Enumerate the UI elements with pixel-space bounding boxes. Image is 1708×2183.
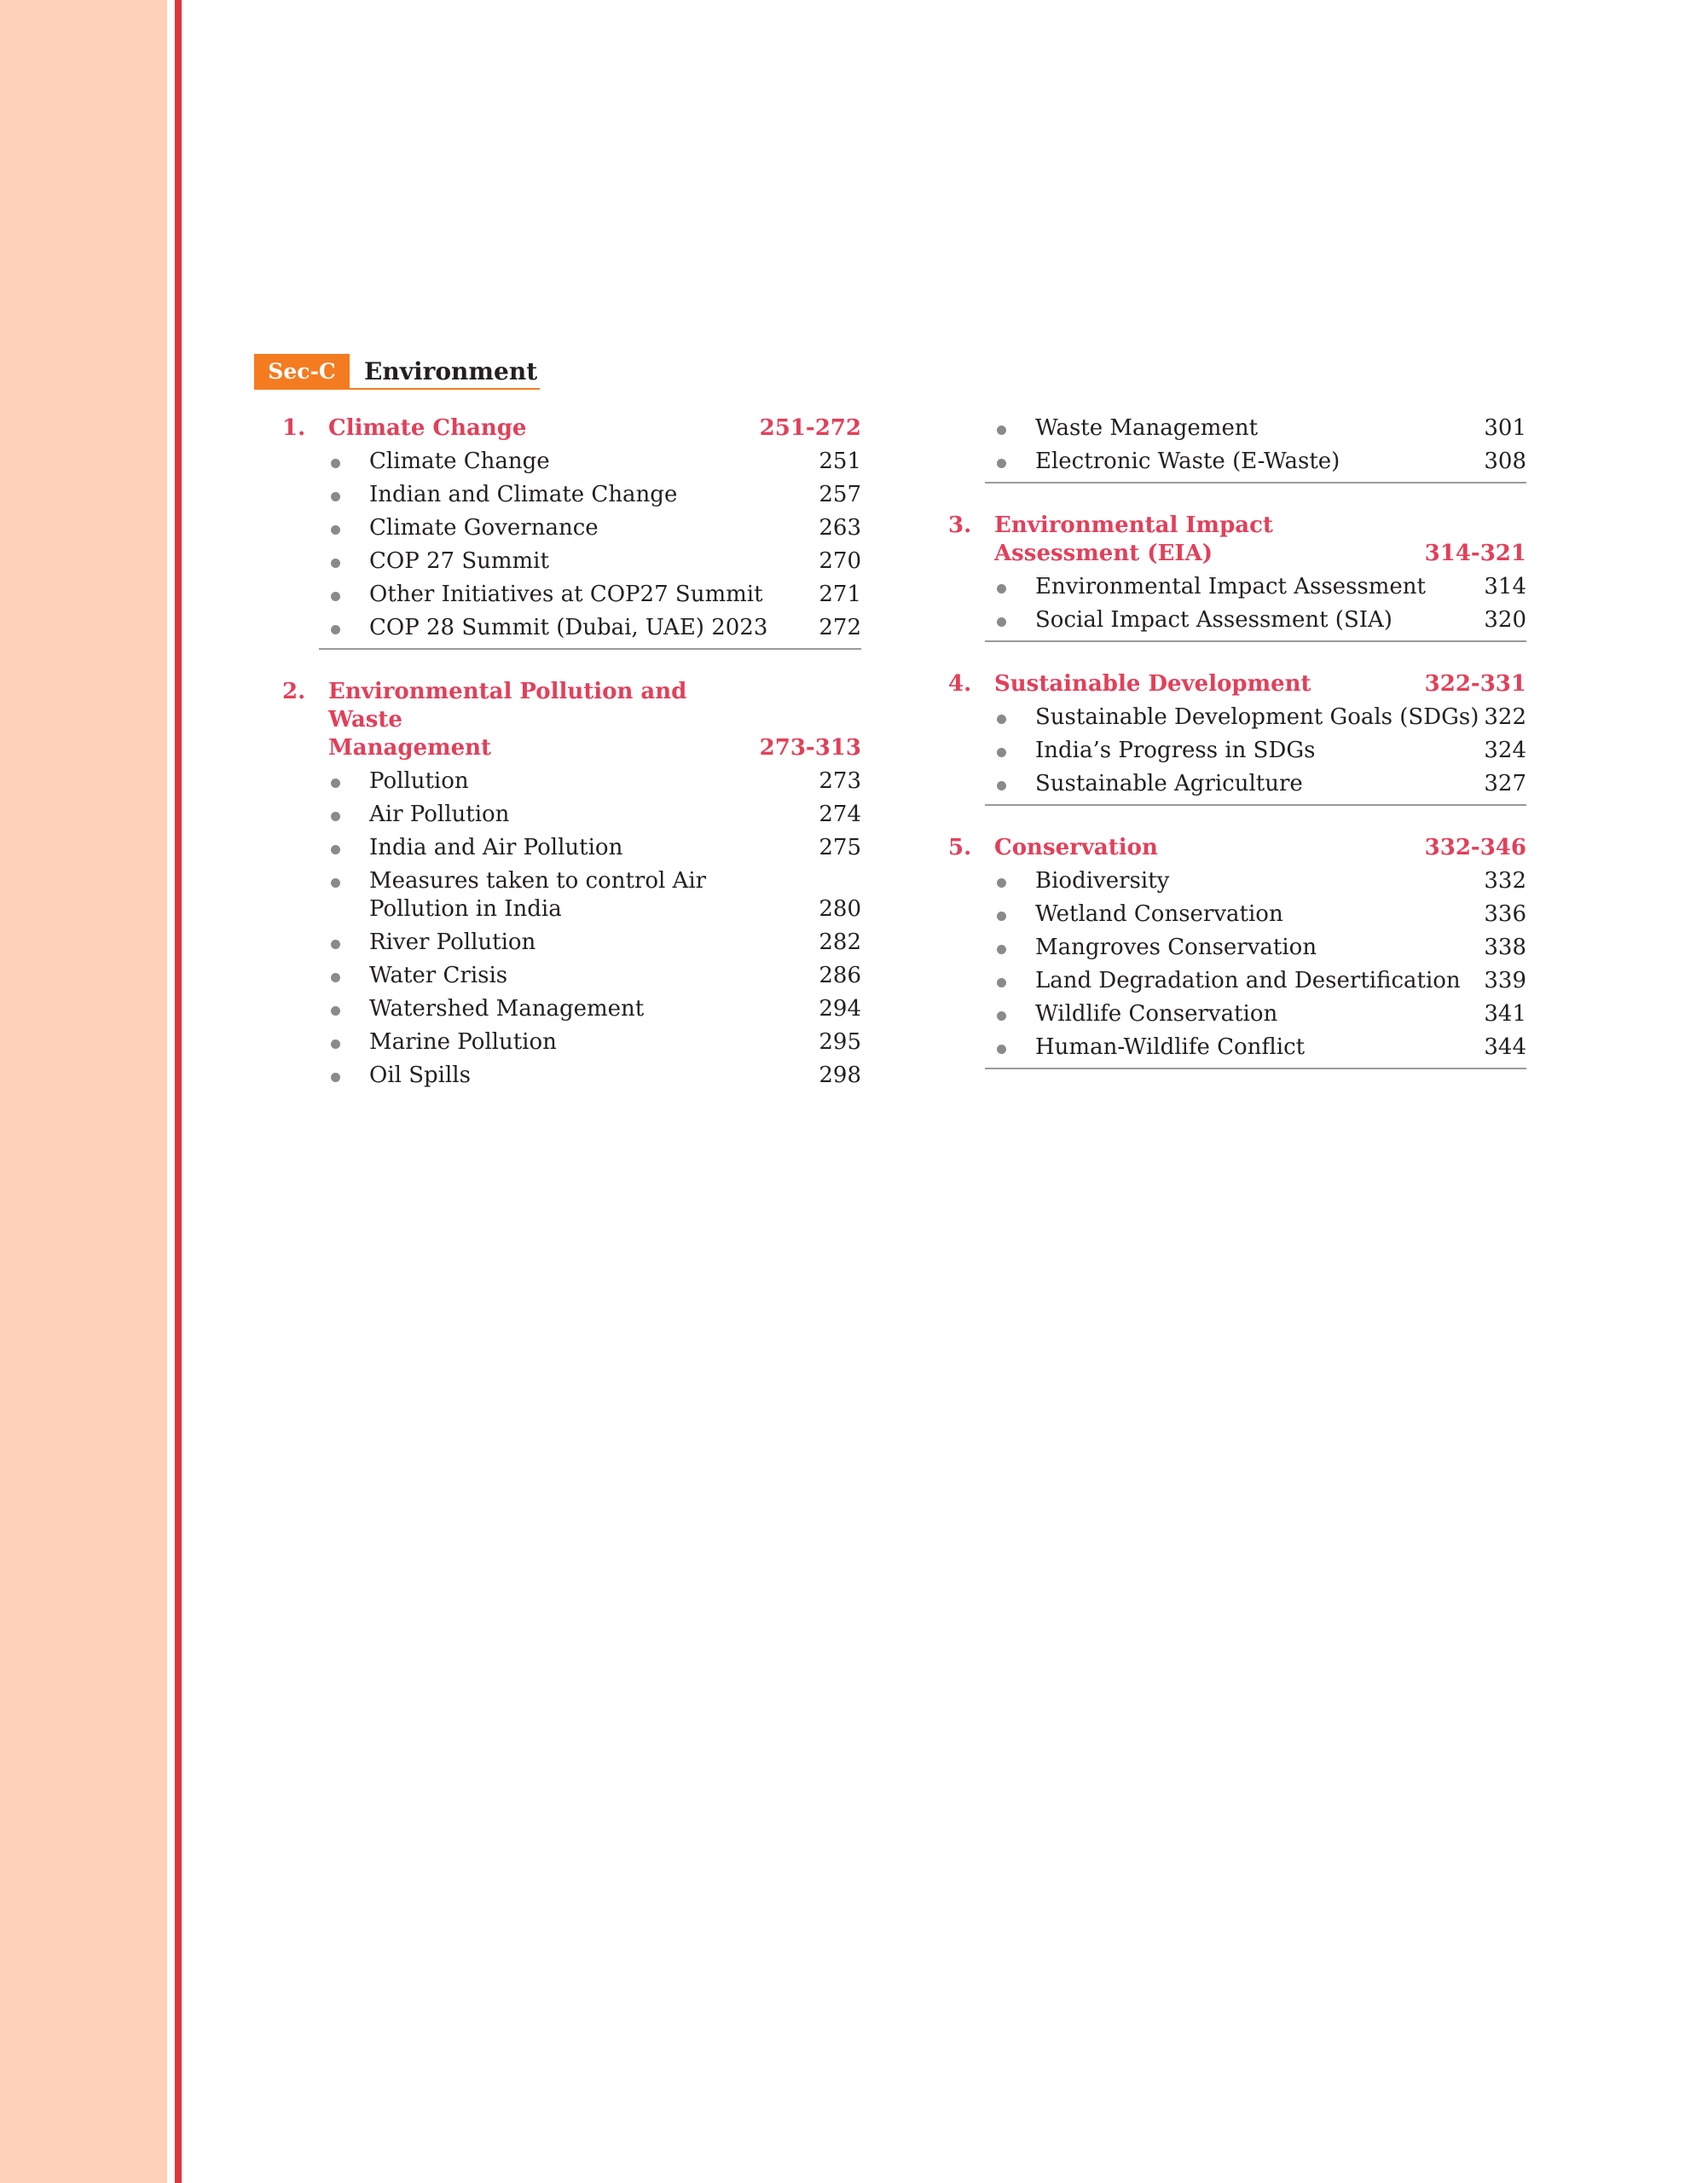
- bullet-icon: [941, 1034, 1035, 1062]
- bullet-icon: [275, 448, 369, 476]
- toc-item-page: 271: [819, 582, 861, 607]
- toc-item-label: Wetland Conservation: [1035, 901, 1283, 927]
- toc-item[interactable]: [941, 412, 1526, 445]
- toc-item[interactable]: [275, 765, 861, 798]
- chapter-divider: [985, 640, 1526, 642]
- bullet-icon: [275, 867, 369, 895]
- toc-item-label: Pollution: [369, 768, 469, 794]
- toc-item[interactable]: [275, 926, 861, 959]
- bullet-icon: [275, 481, 369, 509]
- section-title: Environment: [350, 354, 540, 390]
- bullet-icon: [275, 614, 369, 642]
- chapter-pages: 273-313: [759, 735, 861, 761]
- toc-item-label-line: Measures taken to control Air: [369, 868, 707, 894]
- chapter-pages: 332-346: [1424, 835, 1526, 860]
- toc-item-page: 294: [819, 996, 861, 1022]
- toc-item-page: 295: [819, 1029, 861, 1055]
- toc-item-page: 320: [1484, 607, 1526, 633]
- chapter-number: 4.: [948, 671, 972, 697]
- chapter-title: [328, 675, 760, 765]
- chapter-pages: 314-321: [1424, 541, 1526, 566]
- chapter-title-line: Environmental Pollution and Waste: [328, 679, 687, 732]
- bullet-icon: [275, 801, 369, 829]
- toc-item[interactable]: [941, 964, 1526, 998]
- side-band: [0, 0, 167, 2183]
- toc-item-label: India and Air Pollution: [369, 835, 623, 860]
- toc-item-page: 263: [819, 515, 861, 541]
- chapter-pages: 251-272: [759, 415, 861, 441]
- chapter-conservation: [941, 831, 1526, 1069]
- toc-item-page: 338: [1484, 935, 1526, 960]
- toc-item-label: Wildlife Conservation: [1035, 1001, 1278, 1027]
- toc-item[interactable]: [941, 570, 1526, 604]
- chapter-sustainable-development: [941, 668, 1526, 806]
- toc-item[interactable]: [941, 898, 1526, 931]
- chapter-title-line: Management: [328, 735, 492, 761]
- toc-item[interactable]: [275, 545, 861, 578]
- toc-item[interactable]: [941, 1031, 1526, 1064]
- bullet-icon: [275, 514, 369, 542]
- bullet-icon: [941, 448, 1035, 476]
- chapter-divider: [319, 648, 861, 650]
- bullet-icon: [941, 573, 1035, 601]
- toc-column-left: [275, 412, 861, 1092]
- toc-item[interactable]: [941, 604, 1526, 637]
- toc-item[interactable]: [275, 993, 861, 1026]
- toc-item-label: India’s Progress in SDGs: [1035, 738, 1316, 763]
- toc-item-page: 332: [1484, 868, 1526, 894]
- chapter-title: Conservation: [994, 835, 1158, 860]
- toc-item-page: 327: [1484, 771, 1526, 796]
- bullet-icon: [275, 1062, 369, 1090]
- toc-item[interactable]: [275, 865, 861, 926]
- toc-item-page: 280: [819, 896, 861, 922]
- chapter-divider: [985, 804, 1526, 806]
- chapter-number: 2.: [282, 679, 306, 704]
- toc-item[interactable]: [941, 445, 1526, 478]
- chapter-environmental-pollution: [275, 675, 861, 1092]
- toc-item-page: 341: [1484, 1001, 1526, 1027]
- bullet-icon: [275, 834, 369, 862]
- bullet-icon: [941, 1000, 1035, 1028]
- toc-item-page: 286: [819, 963, 861, 988]
- toc-item-label: Land Degradation and Desertification: [1035, 968, 1461, 993]
- chapter-title: Sustainable Development: [994, 671, 1311, 697]
- toc-item-page: 273: [819, 768, 861, 794]
- chapter-number: 3.: [948, 512, 972, 538]
- chapter-divider: [985, 482, 1526, 484]
- toc-item[interactable]: [941, 734, 1526, 767]
- toc-item-label: Indian and Climate Change: [369, 482, 678, 507]
- chapter-title-line: Environmental Impact: [994, 512, 1273, 538]
- chapter-number: 5.: [948, 835, 972, 860]
- bullet-icon: [941, 934, 1035, 962]
- toc-item[interactable]: [275, 578, 861, 611]
- side-rule: [175, 0, 182, 2183]
- toc-item[interactable]: [941, 767, 1526, 801]
- section-tag: Sec-C: [254, 354, 350, 390]
- toc-item-page: 272: [819, 615, 861, 640]
- bullet-icon: [275, 547, 369, 576]
- toc-item-label: Other Initiatives at COP27 Summit: [369, 582, 763, 607]
- toc-item-page: 282: [819, 929, 861, 955]
- bullet-icon: [275, 995, 369, 1023]
- toc-item[interactable]: [275, 831, 861, 865]
- toc-item-label: River Pollution: [369, 929, 536, 955]
- toc-item[interactable]: [275, 1026, 861, 1059]
- toc-item[interactable]: [941, 998, 1526, 1031]
- toc-item-label: COP 27 Summit: [369, 548, 549, 574]
- toc-item-label: Waste Management: [1035, 415, 1259, 441]
- chapter-title: [994, 509, 1425, 570]
- toc-item-page: 298: [819, 1063, 861, 1088]
- bullet-icon: [275, 929, 369, 957]
- toc-item-page: 301: [1484, 415, 1526, 441]
- toc-item-label: Air Pollution: [369, 802, 510, 827]
- bullet-icon: [275, 1028, 369, 1057]
- toc-item-label: COP 28 Summit (Dubai, UAE) 2023: [369, 615, 768, 640]
- toc-item-page: 257: [819, 482, 861, 507]
- toc-item-label: Electronic Waste (E-Waste): [1035, 449, 1340, 474]
- toc-item-label: Climate Governance: [369, 515, 599, 541]
- toc-item-label: Human-Wildlife Conflict: [1035, 1034, 1306, 1060]
- chapter-divider: [985, 1068, 1526, 1069]
- toc-item-page: 324: [1484, 738, 1526, 763]
- bullet-icon: [941, 737, 1035, 765]
- toc-item[interactable]: [941, 701, 1526, 734]
- bullet-icon: [941, 967, 1035, 995]
- toc-item-page: 344: [1484, 1034, 1526, 1060]
- chapter-pages: 322-331: [1424, 671, 1526, 697]
- chapter-heading[interactable]: [941, 509, 1526, 570]
- toc-item-label: Marine Pollution: [369, 1029, 557, 1055]
- toc-item-label: Sustainable Development Goals (SDGs): [1035, 704, 1479, 730]
- toc-item-label: Social Impact Assessment (SIA): [1035, 607, 1392, 633]
- chapter-heading[interactable]: [941, 831, 1526, 865]
- toc-item-label: Water Crisis: [369, 963, 508, 988]
- chapter-eia: [941, 509, 1526, 642]
- toc-item-label: Climate Change: [369, 449, 550, 474]
- toc-item-page: 314: [1484, 574, 1526, 599]
- toc-item-label-line: Pollution in India: [369, 896, 562, 922]
- toc-item[interactable]: [275, 445, 861, 478]
- toc-item-label: Biodiversity: [1035, 868, 1170, 894]
- toc-item[interactable]: [275, 1059, 861, 1092]
- toc-item-page: 339: [1484, 968, 1526, 993]
- bullet-icon: [941, 770, 1035, 798]
- section-header: [254, 354, 540, 390]
- toc-item-label: Watershed Management: [369, 996, 645, 1022]
- toc-item[interactable]: [275, 478, 861, 512]
- bullet-icon: [941, 704, 1035, 732]
- chapter-title: Climate Change: [328, 415, 527, 441]
- toc-item-label: Mangroves Conservation: [1035, 935, 1317, 960]
- bullet-icon: [275, 581, 369, 609]
- bullet-icon: [275, 962, 369, 990]
- toc-item-page: 336: [1484, 901, 1526, 927]
- toc-item[interactable]: [275, 798, 861, 831]
- toc-item-page: 308: [1484, 449, 1526, 474]
- toc-item-label: Environmental Impact Assessment: [1035, 574, 1426, 599]
- toc-item-label: [369, 867, 819, 924]
- toc-item[interactable]: [941, 931, 1526, 964]
- toc-item-page: 275: [819, 835, 861, 860]
- chapter-heading[interactable]: [941, 668, 1526, 701]
- toc-item[interactable]: [275, 959, 861, 993]
- bullet-icon: [941, 867, 1035, 895]
- toc-item-label: Sustainable Agriculture: [1035, 771, 1303, 796]
- toc-item[interactable]: [941, 865, 1526, 898]
- chapter-number: 1.: [282, 415, 306, 441]
- chapter-heading[interactable]: [275, 412, 861, 445]
- bullet-icon: [275, 767, 369, 796]
- bullet-icon: [941, 414, 1035, 443]
- toc-item[interactable]: [275, 611, 861, 645]
- toc-item-page: 270: [819, 548, 861, 574]
- toc-column-right: [941, 412, 1526, 1069]
- chapter-climate-change: [275, 412, 861, 650]
- toc-item-page: 251: [819, 449, 861, 474]
- toc-item-page: 322: [1484, 704, 1526, 730]
- chapter-environmental-pollution-continued: [941, 412, 1526, 484]
- toc-item-page: 274: [819, 802, 861, 827]
- bullet-icon: [941, 606, 1035, 634]
- toc-item-label: Oil Spills: [369, 1063, 471, 1088]
- chapter-title-line: Assessment (EIA): [994, 541, 1213, 566]
- bullet-icon: [941, 900, 1035, 929]
- chapter-heading[interactable]: [275, 675, 861, 765]
- toc-item[interactable]: [275, 512, 861, 545]
